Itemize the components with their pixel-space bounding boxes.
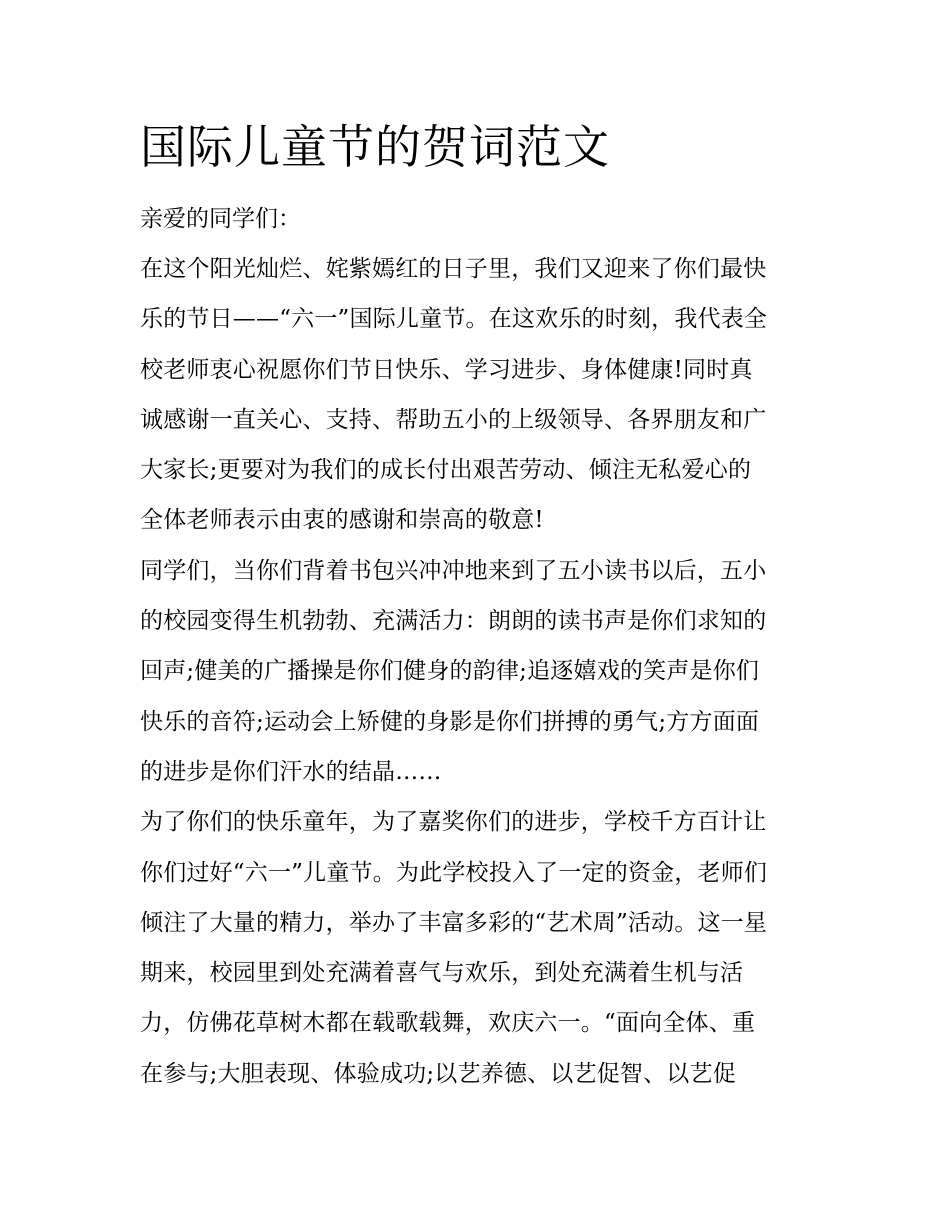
text-line: 乐的节日——“六一”国际儿童节。在这欢乐的时刻，我代表全: [140, 306, 768, 333]
text-line: 力，仿佛花草树木都在载歌载舞，欢庆六一。“面向全体、重: [140, 1010, 756, 1037]
text-line: 期来，校园里到处充满着喜气与欢乐，到处充满着生机与活: [140, 960, 744, 987]
text-line: 大家长;更要对为我们的成长付出艰苦劳动、倾注无私爱心的: [140, 457, 752, 484]
text-line: 的进步是你们汗水的结晶……: [140, 758, 442, 785]
paragraph-1: [140, 244, 820, 546]
paragraph-2: [140, 546, 820, 797]
text-line: 你们过好“六一”儿童节。为此学校投入了一定的资金，老师们: [140, 859, 768, 886]
text-line: 在参与;大胆表现、体验成功;以艺养德、以艺促智、以艺促: [140, 1060, 736, 1087]
text-line: 为了你们的快乐童年，为了嘉奖你们的进步，学校千方百计让: [140, 809, 767, 836]
paragraph-3: [140, 797, 820, 1099]
text-line: 校老师衷心祝愿你们节日快乐、学习进步、身体健康!同时真: [140, 356, 753, 383]
text-line: 快乐的音符;运动会上矫健的身影是你们拼搏的勇气;方方面面: [140, 708, 760, 735]
salutation: 亲爱的同学们：: [140, 206, 301, 232]
document-body: [140, 112, 820, 1099]
text-line: 回声;健美的广播操是你们健身的韵律;追逐嬉戏的笑声是你们: [140, 658, 760, 685]
text-line: 在这个阳光灿烂、姹紫嫣红的日子里，我们又迎来了你们最快: [140, 256, 767, 282]
text-line: 倾注了大量的精力，举办了丰富多彩的“艺术周”活动。这一星: [140, 909, 768, 936]
text-line: 的校园变得生机勃勃、充满活力：朗朗的读书声是你们求知的: [140, 608, 767, 635]
text-line: 诚感谢一直关心、支持、帮助五小的上级领导、各界朋友和广: [140, 406, 767, 433]
text-line: 同学们，当你们背着书包兴冲冲地来到了五小读书以后，五小: [140, 557, 767, 584]
document-title: 国际儿童节的贺词范文: [140, 120, 610, 174]
text-line: 全体老师表示由衷的感谢和崇高的敬意!: [140, 507, 544, 534]
